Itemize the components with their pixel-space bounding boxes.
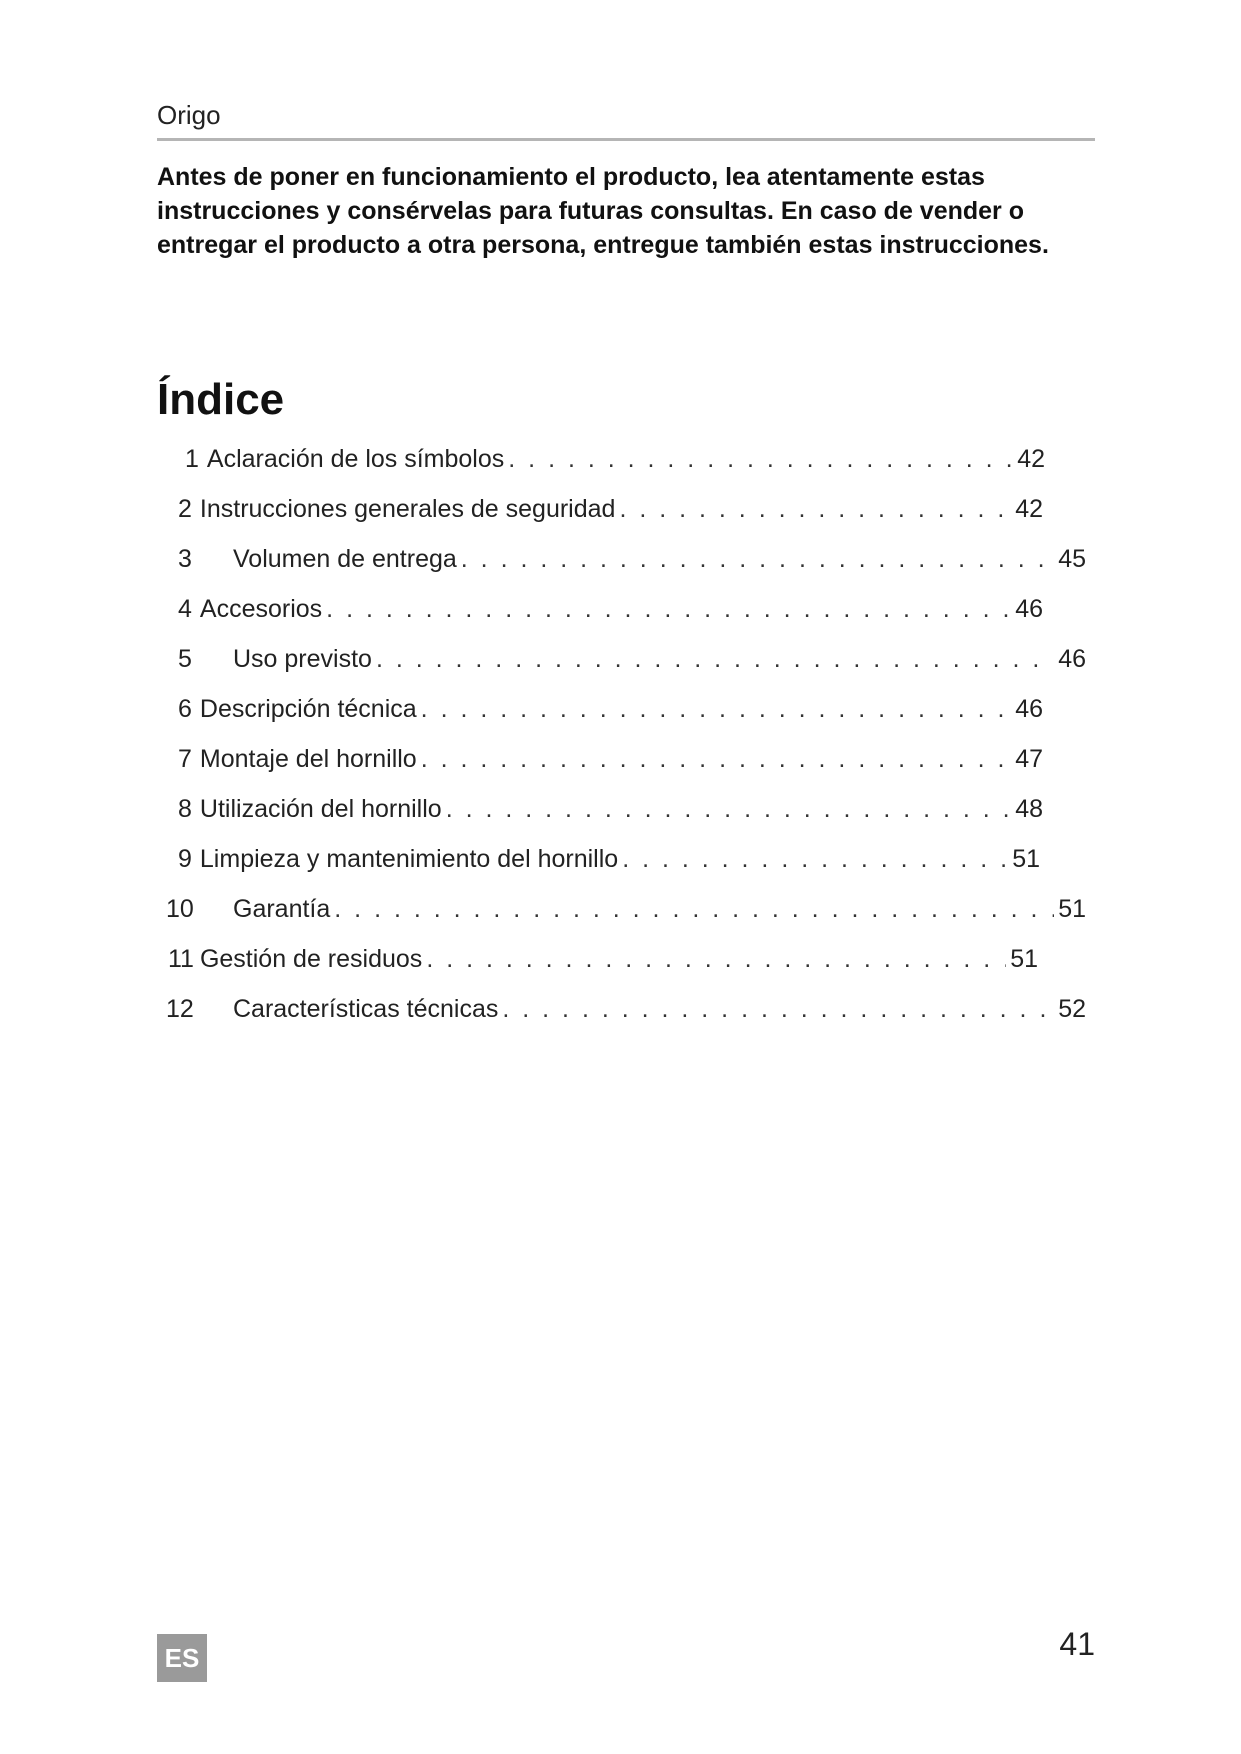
toc-entry-label: Montaje del hornillo (199, 745, 417, 773)
toc-leader-dots (426, 942, 1006, 976)
toc-leader-dots (622, 842, 1008, 876)
toc-entry-number: 9 (178, 845, 192, 873)
toc-entry-label: Gestión de residuos (199, 945, 423, 973)
toc-entry-page: 46 (1058, 645, 1086, 673)
toc-entry-number: 12 (166, 995, 194, 1023)
toc-entry[interactable] (178, 642, 1086, 676)
toc-leader-dots (508, 442, 1013, 476)
toc-entry-label: Garantía (233, 895, 331, 923)
toc-entry-number: 5 (178, 645, 192, 673)
toc-entry-number: 1 (185, 445, 199, 473)
language-badge: ES (157, 1634, 207, 1682)
toc-entry[interactable] (178, 692, 1043, 726)
index-title: Índice (157, 375, 285, 424)
toc-entry-number: 4 (178, 595, 192, 623)
toc-entry[interactable] (178, 792, 1043, 826)
toc-entry-number: 8 (178, 795, 192, 823)
toc-entry-label: Aclaración de los símbolos (206, 445, 505, 473)
toc-entry-number: 2 (178, 495, 192, 523)
toc-leader-dots (334, 892, 1054, 926)
toc-entry[interactable] (178, 592, 1043, 626)
toc-entry[interactable] (168, 942, 1038, 976)
toc-entry-page: 45 (1058, 545, 1086, 573)
toc-leader-dots (461, 542, 1054, 576)
toc-entry[interactable] (185, 442, 1045, 476)
toc-entry[interactable] (166, 992, 1086, 1026)
toc-entry-label: Volumen de entrega (233, 545, 457, 573)
toc-entry-number: 3 (178, 545, 192, 573)
toc-leader-dots (446, 792, 1011, 826)
toc-leader-dots (619, 492, 1011, 526)
toc-entry-label: Instrucciones generales de seguridad (199, 495, 616, 523)
toc-entry-label: Accesorios (199, 595, 323, 623)
toc-entry-page: 46 (1015, 695, 1043, 723)
toc-entry-label: Utilización del hornillo (199, 795, 442, 823)
toc-entry-number: 6 (178, 695, 192, 723)
toc-entry-page: 51 (1012, 845, 1040, 873)
toc-entry[interactable] (178, 492, 1043, 526)
toc-entry[interactable] (178, 542, 1086, 576)
toc-leader-dots (421, 742, 1011, 776)
toc-entry[interactable] (178, 742, 1043, 776)
toc-entry-number: 11 (168, 945, 194, 973)
toc-leader-dots (326, 592, 1011, 626)
toc-entry-page: 52 (1058, 995, 1086, 1023)
toc-entry-label: Características técnicas (233, 995, 499, 1023)
toc-entry[interactable] (178, 842, 1040, 876)
toc-entry-number: 7 (178, 745, 192, 773)
toc-entry-label: Descripción técnica (199, 695, 417, 723)
toc-leader-dots (421, 692, 1012, 726)
toc-entry-label: Uso previsto (233, 645, 372, 673)
toc-leader-dots (502, 992, 1054, 1026)
toc-entry-page: 51 (1058, 895, 1086, 923)
page-number: 41 (1059, 1626, 1095, 1662)
toc-entry-page: 51 (1010, 945, 1038, 973)
toc-entry[interactable] (166, 892, 1086, 926)
toc-entry-page: 48 (1015, 795, 1043, 823)
intro-paragraph: Antes de poner en funcionamiento el producto, lea atentamente estas instrucciones y consérvelas para futuras consultas. En caso de vender o entregar el producto a otra persona, entregue también estas instrucciones. (157, 163, 1049, 259)
toc-entry-page: 46 (1015, 595, 1043, 623)
toc-entry-number: 10 (166, 895, 194, 923)
toc-leader-dots (376, 642, 1054, 676)
toc-entry-page: 42 (1017, 445, 1045, 473)
toc-entry-label: Limpieza y mantenimiento del hornillo (199, 845, 619, 873)
header-title: Origo (157, 100, 221, 130)
toc-entry-page: 47 (1015, 745, 1043, 773)
toc-entry-page: 42 (1015, 495, 1043, 523)
